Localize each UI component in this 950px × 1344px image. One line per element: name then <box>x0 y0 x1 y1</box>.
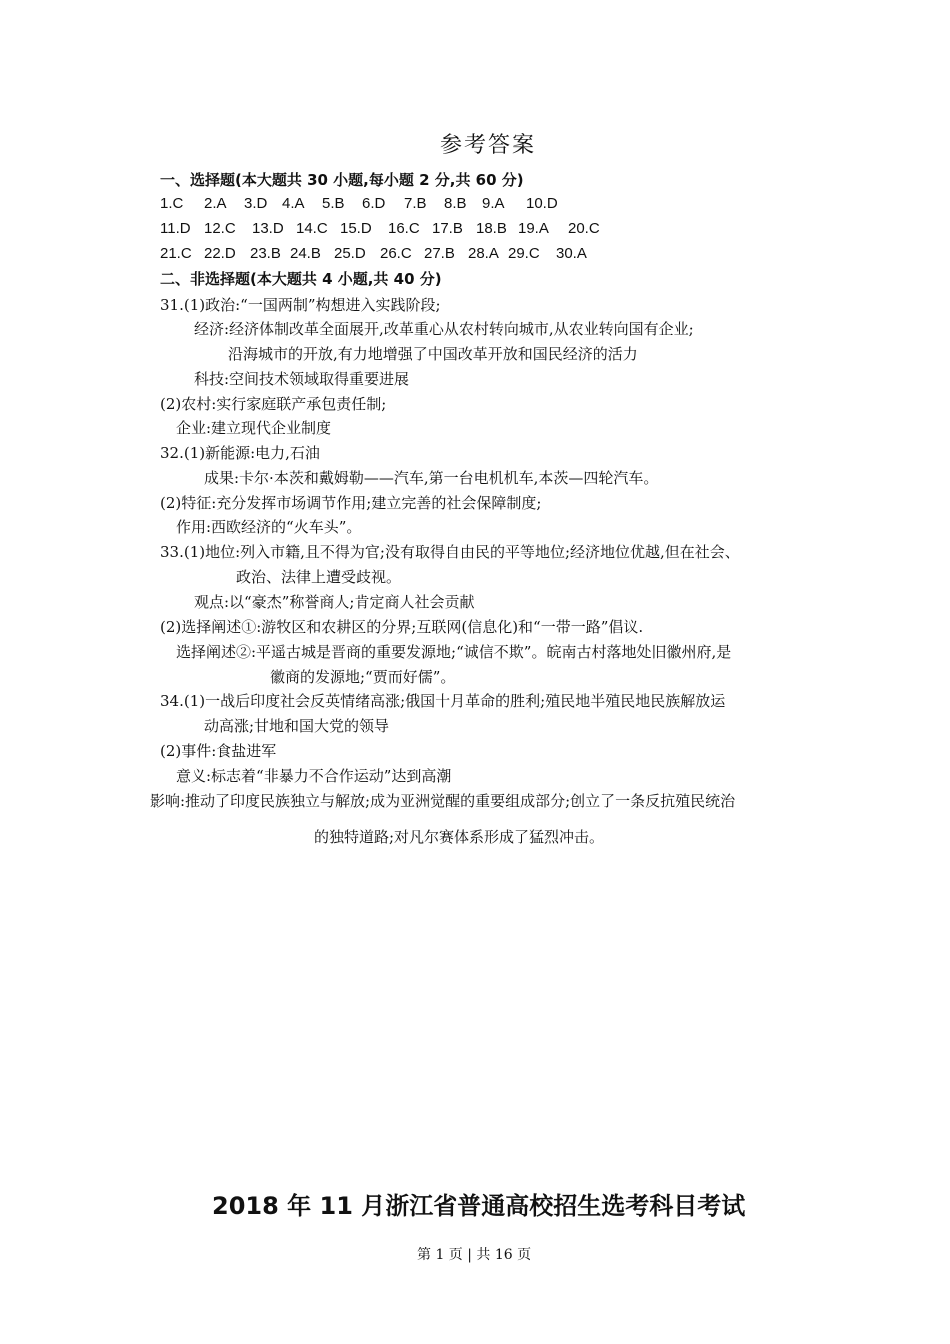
answer-line: (2)选择阐述①:游牧区和农耕区的分界;互联网(信息化)和“一带一路”倡议. <box>160 618 644 636</box>
answer-row-3 <box>160 245 600 262</box>
answer-line: 34.(1)一战后印度社会反英情绪高涨;俄国十月革命的胜利;殖民地半殖民地民族解放运 <box>160 692 726 710</box>
answer-item: 22.D <box>204 245 236 262</box>
answer-item: 11.D <box>160 220 191 237</box>
answer-line: 成果:卡尔·本茨和戴姆勒——汽车,第一台电机机车,本茨—四轮汽车。 <box>204 469 659 487</box>
answer-line: 经济:经济体制改革全面展开,改革重心从农村转向城市,从农业转向国有企业; <box>194 320 694 338</box>
answer-item: 27.B <box>424 245 455 262</box>
answer-item: 3.D <box>244 195 268 212</box>
answer-line: 徽商的发源地;“贾而好儒”。 <box>270 668 456 686</box>
answer-item: 4.A <box>282 195 305 212</box>
answer-item: 20.C <box>568 220 600 237</box>
answer-item: 7.B <box>404 195 427 212</box>
answer-item: 15.D <box>340 220 372 237</box>
answer-item: 16.C <box>388 220 420 237</box>
answer-line: 作用:西欧经济的“火车头”。 <box>176 518 362 536</box>
answer-item: 9.A <box>482 195 505 212</box>
answer-line: (2)农村:实行家庭联产承包责任制; <box>160 395 387 413</box>
page-title: 参考答案 <box>440 133 537 158</box>
answer-item: 1.C <box>160 195 184 212</box>
answer-line: 的独特道路;对凡尔赛体系形成了猛烈冲击。 <box>314 828 605 846</box>
answer-line: 动高涨;甘地和国大党的领导 <box>204 717 390 735</box>
section-heading-choice: 一、选择题(本大题共 30 小题,每小题 2 分,共 60 分) <box>160 171 524 189</box>
answer-item: 17.B <box>432 220 463 237</box>
answer-item: 2.A <box>204 195 227 212</box>
answer-item: 28.A <box>468 245 499 262</box>
answer-line: (2)特征:充分发挥市场调节作用;建立完善的社会保障制度; <box>160 494 542 512</box>
answer-item: 30.A <box>556 245 587 262</box>
answer-line: 影响:推动了印度民族独立与解放;成为亚洲觉醒的重要组成部分;创立了一条反抗殖民统治 <box>150 792 736 810</box>
answer-line: 意义:标志着“非暴力不合作运动”达到高潮 <box>176 767 452 785</box>
answer-line: 沿海城市的开放,有力地增强了中国改革开放和国民经济的活力 <box>228 345 638 363</box>
answer-item: 23.B <box>250 245 281 262</box>
answer-item: 24.B <box>290 245 321 262</box>
answer-row-2 <box>160 220 612 237</box>
answer-line: 33.(1)地位:列入市籍,且不得为官;没有取得自由民的平等地位;经济地位优越,但在社会、 <box>160 543 740 561</box>
answer-line: 科技:空间技术领域取得重要进展 <box>194 370 410 388</box>
answer-line: 政治、法律上遭受歧视。 <box>236 568 402 586</box>
answer-item: 26.C <box>380 245 412 262</box>
answer-item: 19.A <box>518 220 549 237</box>
answer-line: 选择阐述②:平遥古城是晋商的重要发源地;“诚信不欺”。皖南古村落地处旧徽州府,是 <box>176 643 732 661</box>
exam-title: 2018 年 11 月浙江省普通高校招生选考科目考试 <box>212 1192 746 1220</box>
answer-row-1 <box>160 195 570 212</box>
answer-line: (2)事件:食盐进军 <box>160 742 277 760</box>
answer-item: 12.C <box>204 220 236 237</box>
answer-item: 13.D <box>252 220 284 237</box>
answer-item: 29.C <box>508 245 540 262</box>
answer-item: 8.B <box>444 195 467 212</box>
answer-item: 21.C <box>160 245 192 262</box>
answer-item: 18.B <box>476 220 507 237</box>
answer-line: 企业:建立现代企业制度 <box>176 419 332 437</box>
answer-item: 10.D <box>526 195 558 212</box>
answer-line: 32.(1)新能源:电力,石油 <box>160 444 320 462</box>
answer-item: 14.C <box>296 220 328 237</box>
answer-item: 6.D <box>362 195 386 212</box>
page-number: 第 1 页 | 共 16 页 <box>417 1247 532 1263</box>
answer-item: 25.D <box>334 245 366 262</box>
answer-line: 31.(1)政治:“一国两制”构想进入实践阶段; <box>160 296 441 314</box>
section-heading-nonchoice: 二、非选择题(本大题共 4 小题,共 40 分) <box>160 270 442 288</box>
answer-line: 观点:以“豪杰”称誉商人;肯定商人社会贡献 <box>194 593 475 611</box>
answer-item: 5.B <box>322 195 345 212</box>
